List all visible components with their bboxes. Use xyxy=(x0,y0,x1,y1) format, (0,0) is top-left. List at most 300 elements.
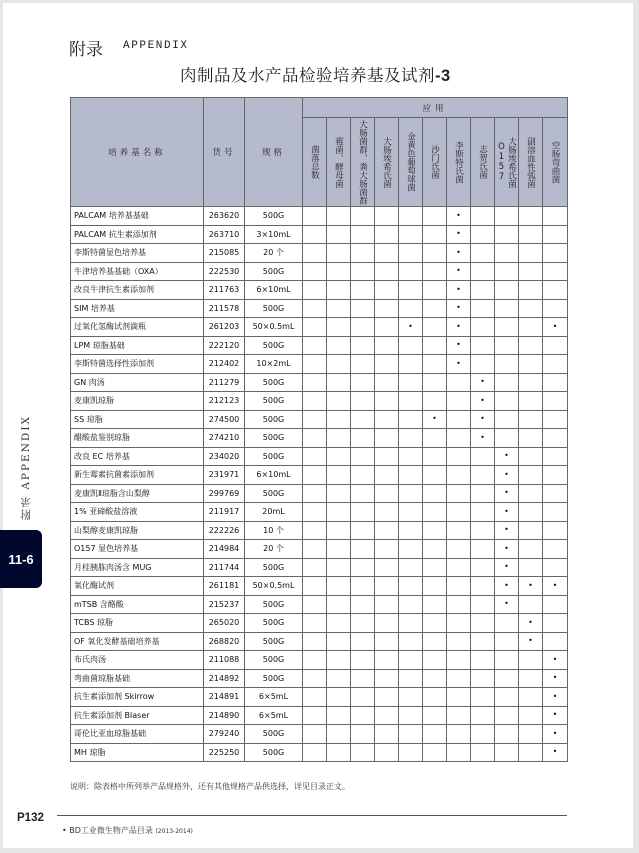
application-cell xyxy=(375,558,399,577)
medium-name: 李斯特菌显色培养基 xyxy=(71,244,204,263)
application-cell xyxy=(303,318,327,337)
application-cell xyxy=(303,521,327,540)
application-cell xyxy=(519,521,543,540)
application-cell xyxy=(351,688,375,707)
application-cell xyxy=(519,577,543,596)
application-header xyxy=(423,118,447,207)
table-note: 说明：除表格中所列举产品规格外，还有其他规格产品供选择，详见目录正文。 xyxy=(70,782,350,791)
application-cell xyxy=(303,632,327,651)
check-dot-icon: • xyxy=(432,414,437,424)
application-cell xyxy=(375,595,399,614)
application-cell xyxy=(423,281,447,300)
application-cell xyxy=(495,299,519,318)
application-cell xyxy=(447,614,471,633)
table-row xyxy=(71,725,568,744)
application-cell xyxy=(399,466,423,485)
medium-name: 过氧化氢酶试剂滴瓶 xyxy=(71,318,204,337)
application-cell xyxy=(519,244,543,263)
application-cell xyxy=(399,207,423,226)
application-cell xyxy=(399,281,423,300)
application-cell xyxy=(303,669,327,688)
check-dot-icon: • xyxy=(504,488,509,498)
check-dot-icon: • xyxy=(504,506,509,516)
application-cell xyxy=(519,706,543,725)
application-header xyxy=(471,118,495,207)
application-cell xyxy=(543,706,568,725)
application-cell xyxy=(447,466,471,485)
application-cell xyxy=(303,447,327,466)
application-cell xyxy=(399,262,423,281)
application-cell xyxy=(447,225,471,244)
application-cell xyxy=(423,614,447,633)
application-cell xyxy=(519,669,543,688)
application-cell xyxy=(351,207,375,226)
application-cell xyxy=(543,743,568,762)
application-cell xyxy=(471,318,495,337)
application-cell xyxy=(423,540,447,559)
application-header-label: 霉菌、酵母菌 xyxy=(333,136,344,188)
table-row xyxy=(71,244,568,263)
catalog-number: 222120 xyxy=(204,336,245,355)
application-cell xyxy=(471,521,495,540)
check-dot-icon: • xyxy=(504,562,509,572)
check-dot-icon: • xyxy=(456,321,461,331)
table-row xyxy=(71,651,568,670)
package-size: 50×0.5mL xyxy=(245,577,303,596)
check-dot-icon: • xyxy=(456,229,461,239)
application-cell xyxy=(351,503,375,522)
application-cell xyxy=(327,577,351,596)
application-cell xyxy=(327,318,351,337)
application-cell xyxy=(495,614,519,633)
table-row xyxy=(71,577,568,596)
application-header xyxy=(303,118,327,207)
package-size: 6×10mL xyxy=(245,466,303,485)
application-cell xyxy=(543,521,568,540)
application-cell xyxy=(495,392,519,411)
application-cell xyxy=(375,225,399,244)
application-cell xyxy=(495,484,519,503)
application-cell xyxy=(399,725,423,744)
application-cell xyxy=(375,669,399,688)
application-cell xyxy=(327,225,351,244)
application-cell xyxy=(351,318,375,337)
application-cell xyxy=(375,447,399,466)
application-header-label: 金黄色葡萄球菌 xyxy=(405,132,416,192)
application-cell xyxy=(543,373,568,392)
application-cell xyxy=(447,558,471,577)
check-dot-icon: • xyxy=(552,654,558,664)
application-cell xyxy=(495,355,519,374)
application-cell xyxy=(543,392,568,411)
application-header-label: 志贺氏菌 xyxy=(477,145,488,179)
application-cell xyxy=(351,632,375,651)
application-cell xyxy=(375,429,399,448)
medium-name: 麦康凯Ⅱ琼脂含山梨醇 xyxy=(71,484,204,503)
application-cell xyxy=(447,632,471,651)
check-dot-icon: • xyxy=(552,321,558,331)
application-cell xyxy=(543,540,568,559)
application-cell xyxy=(519,299,543,318)
application-cell xyxy=(327,373,351,392)
application-cell xyxy=(423,225,447,244)
application-cell xyxy=(447,392,471,411)
medium-name: 改良 EC 培养基 xyxy=(71,447,204,466)
package-size: 500G xyxy=(245,429,303,448)
application-cell xyxy=(495,336,519,355)
application-cell xyxy=(303,558,327,577)
table-row xyxy=(71,355,568,374)
application-cell xyxy=(543,614,568,633)
application-cell xyxy=(375,318,399,337)
application-cell xyxy=(447,503,471,522)
application-cell xyxy=(447,244,471,263)
application-cell xyxy=(447,595,471,614)
application-cell xyxy=(543,225,568,244)
check-dot-icon: • xyxy=(456,284,461,294)
application-cell xyxy=(351,725,375,744)
application-cell xyxy=(519,447,543,466)
medium-name: 哥伦比亚血琼脂基础 xyxy=(71,725,204,744)
application-cell xyxy=(423,392,447,411)
application-cell xyxy=(399,540,423,559)
table-row xyxy=(71,706,568,725)
application-cell xyxy=(447,688,471,707)
application-cell xyxy=(471,410,495,429)
application-cell xyxy=(495,651,519,670)
application-cell xyxy=(303,355,327,374)
application-cell xyxy=(519,373,543,392)
application-cell xyxy=(327,466,351,485)
application-cell xyxy=(423,503,447,522)
application-cell xyxy=(399,392,423,411)
application-cell xyxy=(327,651,351,670)
application-cell xyxy=(519,225,543,244)
application-cell xyxy=(351,262,375,281)
application-cell xyxy=(303,225,327,244)
application-cell xyxy=(471,299,495,318)
catalog-number: 214891 xyxy=(204,688,245,707)
catalog-number: 211088 xyxy=(204,651,245,670)
catalog-number: 222226 xyxy=(204,521,245,540)
application-cell xyxy=(519,725,543,744)
check-dot-icon: • xyxy=(504,525,509,535)
application-cell xyxy=(375,484,399,503)
page-title xyxy=(180,62,451,86)
catalog-number: 211578 xyxy=(204,299,245,318)
application-cell xyxy=(351,651,375,670)
application-header xyxy=(519,118,543,207)
application-cell xyxy=(495,540,519,559)
application-cell xyxy=(423,466,447,485)
application-cell xyxy=(303,725,327,744)
application-header xyxy=(447,118,471,207)
application-cell xyxy=(399,244,423,263)
medium-name: 麦康凯琼脂 xyxy=(71,392,204,411)
table-row xyxy=(71,743,568,762)
application-cell xyxy=(543,725,568,744)
application-cell xyxy=(375,392,399,411)
application-cell xyxy=(303,651,327,670)
application-cell xyxy=(375,281,399,300)
package-size: 500G xyxy=(245,743,303,762)
application-cell xyxy=(303,410,327,429)
application-cell xyxy=(351,743,375,762)
application-cell xyxy=(423,336,447,355)
catalog-number: 263710 xyxy=(204,225,245,244)
table-row xyxy=(71,207,568,226)
package-size: 500G xyxy=(245,336,303,355)
application-cell xyxy=(303,503,327,522)
medium-name: O157 显色培养基 xyxy=(71,540,204,559)
application-cell xyxy=(351,225,375,244)
catalog-number: 211744 xyxy=(204,558,245,577)
medium-name: 抗生素添加剂 Skirrow xyxy=(71,688,204,707)
application-cell xyxy=(375,540,399,559)
application-cell xyxy=(519,503,543,522)
application-cell xyxy=(471,503,495,522)
application-cell xyxy=(471,281,495,300)
application-cell xyxy=(471,355,495,374)
application-cell xyxy=(543,651,568,670)
application-cell xyxy=(327,429,351,448)
application-cell xyxy=(303,484,327,503)
catalog-number: 211279 xyxy=(204,373,245,392)
application-cell xyxy=(327,614,351,633)
table-row xyxy=(71,558,568,577)
application-cell xyxy=(495,558,519,577)
application-header xyxy=(327,118,351,207)
medium-name: 布氏肉汤 xyxy=(71,651,204,670)
application-cell xyxy=(543,244,568,263)
application-cell xyxy=(543,207,568,226)
application-cell xyxy=(351,336,375,355)
catalog-number: 225250 xyxy=(204,743,245,762)
medium-name: 改良牛津抗生素添加剂 xyxy=(71,281,204,300)
catalog-number: 299769 xyxy=(204,484,245,503)
application-cell xyxy=(495,244,519,263)
application-cell xyxy=(327,706,351,725)
application-cell xyxy=(447,540,471,559)
application-cell xyxy=(447,651,471,670)
application-cell xyxy=(375,521,399,540)
application-cell xyxy=(327,743,351,762)
application-cell xyxy=(543,281,568,300)
application-cell xyxy=(399,669,423,688)
column-header-application: 应用 xyxy=(303,98,568,118)
package-size: 500G xyxy=(245,207,303,226)
application-cell xyxy=(519,392,543,411)
application-cell xyxy=(543,336,568,355)
application-cell xyxy=(519,614,543,633)
package-size: 6×10mL xyxy=(245,281,303,300)
application-cell xyxy=(351,355,375,374)
application-cell xyxy=(447,429,471,448)
application-cell xyxy=(519,262,543,281)
application-cell xyxy=(543,688,568,707)
application-cell xyxy=(351,281,375,300)
package-size: 500G xyxy=(245,595,303,614)
application-cell xyxy=(543,447,568,466)
application-header xyxy=(351,118,375,207)
application-cell xyxy=(447,355,471,374)
application-header-label: 大肠埃希氏菌 O157 xyxy=(496,136,517,188)
check-dot-icon: • xyxy=(552,580,558,590)
application-cell xyxy=(495,706,519,725)
application-header-label: 副溶血性弧菌 xyxy=(525,136,536,188)
check-dot-icon: • xyxy=(528,617,533,627)
catalog-number: 261203 xyxy=(204,318,245,337)
application-cell xyxy=(471,577,495,596)
check-dot-icon: • xyxy=(480,377,485,387)
application-cell xyxy=(471,262,495,281)
catalog-number: 215237 xyxy=(204,595,245,614)
application-cell xyxy=(495,725,519,744)
application-cell xyxy=(447,318,471,337)
application-cell xyxy=(375,614,399,633)
application-cell xyxy=(423,410,447,429)
application-cell xyxy=(519,429,543,448)
package-size: 50×0.5mL xyxy=(245,318,303,337)
package-size: 10×2mL xyxy=(245,355,303,374)
application-cell xyxy=(399,521,423,540)
application-cell xyxy=(519,207,543,226)
footer-years: (2013-2014) xyxy=(155,828,193,835)
page-title-text: 肉制品及水产品检验培养基及试剂 xyxy=(180,66,435,85)
application-cell xyxy=(423,318,447,337)
application-cell xyxy=(303,373,327,392)
application-cell xyxy=(447,207,471,226)
application-cell xyxy=(375,466,399,485)
check-dot-icon: • xyxy=(528,580,533,590)
medium-name: PALCAM 抗生素添加剂 xyxy=(71,225,204,244)
application-cell xyxy=(351,706,375,725)
check-dot-icon: • xyxy=(504,543,509,553)
footer-catalog-title: • BD工业微生物产品目录 xyxy=(62,826,153,835)
package-size: 6×5mL xyxy=(245,688,303,707)
catalog-number: 214890 xyxy=(204,706,245,725)
application-cell xyxy=(351,392,375,411)
application-header xyxy=(495,118,519,207)
check-dot-icon: • xyxy=(456,340,461,350)
application-cell xyxy=(327,262,351,281)
section-tab[interactable] xyxy=(0,530,42,588)
application-cell xyxy=(543,558,568,577)
catalog-number: 274210 xyxy=(204,429,245,448)
catalog-number: 212402 xyxy=(204,355,245,374)
application-cell xyxy=(399,558,423,577)
application-cell xyxy=(399,743,423,762)
application-cell xyxy=(471,207,495,226)
application-cell xyxy=(495,373,519,392)
application-cell xyxy=(495,688,519,707)
application-cell xyxy=(351,577,375,596)
table-row xyxy=(71,262,568,281)
application-cell xyxy=(471,540,495,559)
application-cell xyxy=(447,299,471,318)
application-cell xyxy=(399,688,423,707)
package-size: 500G xyxy=(245,392,303,411)
package-size: 500G xyxy=(245,484,303,503)
application-cell xyxy=(495,225,519,244)
table-row xyxy=(71,688,568,707)
application-cell xyxy=(327,595,351,614)
catalog-number: 265020 xyxy=(204,614,245,633)
application-cell xyxy=(495,669,519,688)
application-cell xyxy=(543,429,568,448)
catalog-number: 263620 xyxy=(204,207,245,226)
check-dot-icon: • xyxy=(456,266,461,276)
application-cell xyxy=(375,503,399,522)
application-cell xyxy=(519,558,543,577)
application-cell xyxy=(399,447,423,466)
column-header-code: 货号 xyxy=(204,98,245,207)
application-header xyxy=(399,118,423,207)
application-cell xyxy=(471,632,495,651)
application-cell xyxy=(327,392,351,411)
table-row xyxy=(71,614,568,633)
package-size: 500G xyxy=(245,410,303,429)
application-cell xyxy=(399,373,423,392)
application-cell xyxy=(495,207,519,226)
media-table xyxy=(70,97,568,762)
medium-name: 抗生素添加剂 Blaser xyxy=(71,706,204,725)
application-cell xyxy=(423,262,447,281)
application-cell xyxy=(447,281,471,300)
check-dot-icon: • xyxy=(552,710,558,720)
application-cell xyxy=(327,688,351,707)
application-cell xyxy=(375,244,399,263)
application-cell xyxy=(423,447,447,466)
catalog-number: 212123 xyxy=(204,392,245,411)
application-cell xyxy=(303,207,327,226)
application-cell xyxy=(303,595,327,614)
table-row xyxy=(71,225,568,244)
application-cell xyxy=(327,484,351,503)
check-dot-icon: • xyxy=(480,414,485,424)
application-cell xyxy=(447,336,471,355)
application-cell xyxy=(399,355,423,374)
application-cell xyxy=(375,688,399,707)
application-cell xyxy=(423,299,447,318)
medium-name: LPM 琼脂基础 xyxy=(71,336,204,355)
package-size: 20 个 xyxy=(245,540,303,559)
application-cell xyxy=(471,669,495,688)
application-cell xyxy=(375,651,399,670)
table-row xyxy=(71,336,568,355)
application-cell xyxy=(543,595,568,614)
application-cell xyxy=(423,577,447,596)
application-cell xyxy=(543,466,568,485)
application-cell xyxy=(423,244,447,263)
application-cell xyxy=(519,410,543,429)
application-header-label: 沙门氏菌 xyxy=(429,145,440,179)
application-cell xyxy=(399,577,423,596)
application-cell xyxy=(447,725,471,744)
table-row xyxy=(71,484,568,503)
application-cell xyxy=(471,373,495,392)
application-cell xyxy=(543,410,568,429)
application-cell xyxy=(471,244,495,263)
application-cell xyxy=(471,336,495,355)
application-cell xyxy=(423,725,447,744)
medium-name: 醋酸盐鉴别琼脂 xyxy=(71,429,204,448)
application-cell xyxy=(399,429,423,448)
catalog-number: 274500 xyxy=(204,410,245,429)
application-cell xyxy=(303,743,327,762)
application-cell xyxy=(447,262,471,281)
medium-name: 氧化酶试剂 xyxy=(71,577,204,596)
